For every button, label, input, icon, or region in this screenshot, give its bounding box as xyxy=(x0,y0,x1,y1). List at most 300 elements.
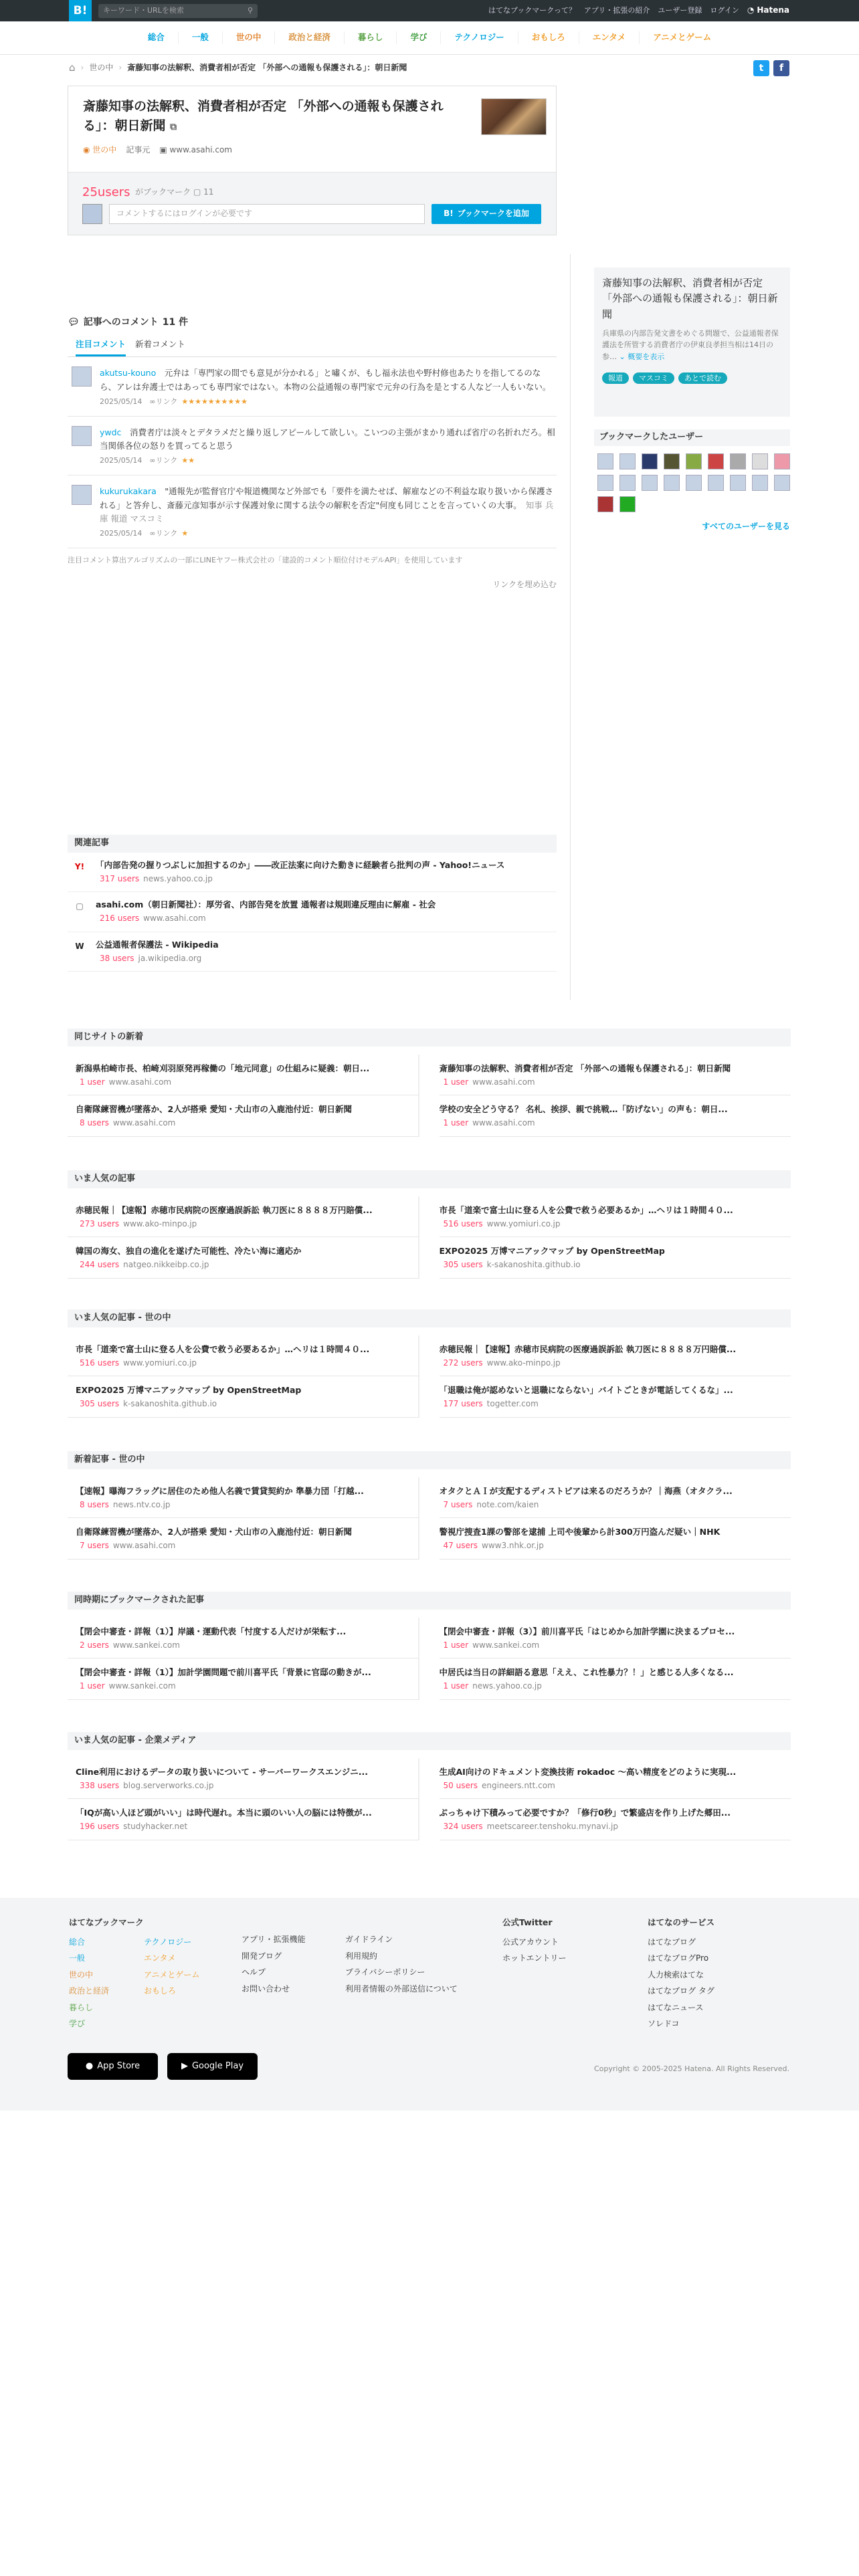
play-icon: ▶ xyxy=(181,2060,188,2071)
user-avatar[interactable] xyxy=(619,475,636,491)
article-users[interactable] xyxy=(440,1358,791,1369)
article-users[interactable] xyxy=(440,1640,791,1651)
footer-link[interactable]: ガイドライン xyxy=(345,1935,393,1944)
footer-link[interactable]: 公式アカウント xyxy=(502,1937,559,1947)
article-item[interactable] xyxy=(440,1518,791,1560)
site-favicon-icon: Y! xyxy=(74,861,85,871)
add-bookmark-button[interactable] xyxy=(432,204,541,224)
article-section xyxy=(68,1592,791,1700)
article-users[interactable] xyxy=(440,1398,791,1410)
user-avatar[interactable] xyxy=(597,453,613,469)
article-item[interactable] xyxy=(68,1799,419,1840)
article-users-count: 8 users xyxy=(80,1118,109,1128)
related-item[interactable] xyxy=(68,932,557,972)
comments-section xyxy=(68,316,557,591)
article-users-count: 2 users xyxy=(80,1640,109,1650)
home-icon[interactable]: ⌂ xyxy=(69,62,76,74)
article-title[interactable]: 自衛隊練習機が墜落か、2人が搭乗 愛知・犬山市の入鹿池付近：朝日新聞 xyxy=(76,1527,353,1537)
article-users-count: 516 users xyxy=(80,1358,120,1368)
user-avatar[interactable] xyxy=(752,453,768,469)
breadcrumb: ⌂ › 世の中 › 斎藤知事の法解釈、消費者相が否定 「外部への通報も保護される」：朝日新聞 xyxy=(69,59,407,78)
all-users-link[interactable]: すべてのユーザーを見る xyxy=(702,521,790,531)
article-users[interactable] xyxy=(76,1218,418,1230)
article-users-count: 516 users xyxy=(443,1218,483,1228)
article-users-count: 244 users xyxy=(80,1260,120,1270)
comment-stars[interactable]: ★★ xyxy=(181,456,195,465)
google-play-label: Google Play xyxy=(191,2060,244,2071)
footer-link[interactable]: 利用規約 xyxy=(345,1951,378,1961)
comment-text-row xyxy=(100,485,557,526)
article-title[interactable]: 市長「道楽で富士山に登る人を公費で救う必要あるか」…ヘリは１時間４０... xyxy=(76,1344,370,1354)
user-avatar[interactable] xyxy=(752,475,768,491)
article-item[interactable] xyxy=(68,1518,419,1560)
search-icon[interactable]: ⚲ xyxy=(247,6,253,15)
comment-user[interactable]: akutsu-kouno xyxy=(100,368,157,379)
comment-link[interactable]: ∞リンク xyxy=(149,397,178,406)
comment-link[interactable]: ∞リンク xyxy=(149,529,178,538)
entry-category-label: 世の中 xyxy=(92,145,117,154)
article-item[interactable] xyxy=(440,1196,791,1238)
bookmark-users xyxy=(594,429,790,532)
article-users[interactable] xyxy=(76,1077,418,1088)
comment-body xyxy=(100,426,557,467)
comment-item xyxy=(68,357,557,416)
entry-title[interactable]: 斎藤知事の法解釈、消費者相が否定 「外部への通報も保護される」：朝日新聞 xyxy=(83,99,444,133)
article-domain: www.asahi.com xyxy=(112,1118,176,1128)
article-domain: www.sankei.com xyxy=(472,1640,540,1650)
related-users[interactable] xyxy=(96,953,219,964)
hatena-logo[interactable] xyxy=(747,5,789,16)
article-item[interactable] xyxy=(68,1618,419,1659)
footer-link[interactable]: ヘルプ xyxy=(242,1967,266,1977)
article-item[interactable] xyxy=(440,1335,791,1377)
comment-text: 消費者庁は淡々とデタラメだと繰り返しアピールして欲しい。こいつの主張がまかり通れば省庁の名折れだろ。相当関係各位の怒りを買ってると思う xyxy=(100,427,555,451)
avatar xyxy=(82,204,102,224)
comment-item xyxy=(68,417,557,475)
article-item[interactable] xyxy=(68,1196,419,1238)
article-title[interactable]: 斎藤知事の法解釈、消費者相が否定 「外部への通報も保護される」：朝日新聞 xyxy=(439,1063,731,1073)
related-item[interactable] xyxy=(68,853,557,893)
article-domain: www.asahi.com xyxy=(472,1118,535,1128)
article-users-count: 272 users xyxy=(443,1358,483,1368)
breadcrumb-category[interactable]: 世の中 xyxy=(89,63,114,73)
apple-icon: ● xyxy=(85,2060,94,2071)
article-users-count: 8 users xyxy=(80,1499,109,1509)
related-users[interactable] xyxy=(96,913,436,924)
footer xyxy=(0,1898,859,2111)
article-title[interactable]: 警視庁捜査1課の警部を逮捕 上司や後輩から計300万円盗んだ疑い｜NHK xyxy=(439,1527,721,1537)
related-heading: 関連記事 xyxy=(68,835,557,853)
section-heading: いま人気の記事 xyxy=(68,1170,791,1188)
article-section xyxy=(68,1732,791,1840)
article-item[interactable] xyxy=(68,1658,419,1700)
google-play-badge[interactable] xyxy=(167,2053,258,2080)
footer-link[interactable]: 一般 xyxy=(69,1953,86,1963)
article-users-count: 1 user xyxy=(443,1077,469,1087)
comment-input[interactable]: コメントするにはログインが必要です xyxy=(109,204,425,224)
comment-meta xyxy=(100,455,557,467)
entry-card xyxy=(68,86,557,235)
tag-chip[interactable]: 報道 xyxy=(602,372,629,385)
article-users[interactable] xyxy=(440,1077,791,1088)
article-domain: note.com/kaien xyxy=(476,1499,539,1509)
article-domain: togetter.com xyxy=(486,1399,539,1409)
comment-tags: 知事 兵庫 報道 マスコミ xyxy=(100,500,554,524)
comment-item xyxy=(68,475,557,548)
user-avatar[interactable] xyxy=(664,475,680,491)
article-item[interactable] xyxy=(68,1237,419,1279)
user-avatar[interactable] xyxy=(708,453,724,469)
section-heading: 新着記事 - 世の中 xyxy=(68,1451,791,1469)
user-avatar[interactable] xyxy=(730,475,746,491)
nav-item-6[interactable]: テクノロジー xyxy=(440,31,517,43)
section-heading: いま人気の記事 - 企業メディア xyxy=(68,1732,791,1750)
article-domain: www.asahi.com xyxy=(472,1077,535,1087)
article-item[interactable] xyxy=(68,1376,419,1418)
link-login[interactable]: ログイン xyxy=(710,6,739,15)
category-nav xyxy=(0,21,859,55)
section-heading: 同じサイトの新着 xyxy=(68,1029,791,1047)
footer-link[interactable]: はてなブログ xyxy=(648,1937,696,1947)
article-section xyxy=(68,1309,791,1418)
article-title[interactable]: 「IQが高い人ほど頭がいい」は時代遅れ。本当に頭のいい人の脳には特徴が... xyxy=(76,1808,372,1818)
article-title[interactable]: 生成AI向けのドキュメント変換技術 rokadoc ～高い精度をどのように実現... xyxy=(439,1766,737,1777)
nav-item-7[interactable]: おもしろ xyxy=(518,31,579,43)
embed-link[interactable]: リンクを埋め込む xyxy=(492,580,557,590)
article-grid xyxy=(68,1335,791,1418)
entry-domain[interactable]: ▣ www.asahi.com xyxy=(159,145,232,154)
footer-link[interactable]: ソレドコ xyxy=(648,2019,680,2029)
related-title[interactable]: 公益通報者保護法 - Wikipedia xyxy=(96,939,219,950)
article-users[interactable] xyxy=(76,1821,418,1832)
section-heading: 同時期にブックマークされた記事 xyxy=(68,1592,791,1610)
footer-heading: 公式Twitter xyxy=(502,1917,553,1927)
avatar[interactable] xyxy=(72,426,92,446)
section-heading: いま人気の記事 - 世の中 xyxy=(68,1309,791,1327)
article-grid xyxy=(68,1477,791,1560)
article-users[interactable] xyxy=(440,1821,791,1832)
article-title[interactable]: 市長「道楽で富士山に登る人を公費で救う必要あるか」…ヘリは１時間４０... xyxy=(439,1204,733,1215)
user-avatar[interactable] xyxy=(619,453,636,469)
avatar[interactable] xyxy=(72,366,92,387)
related-domain: news.yahoo.co.jp xyxy=(143,873,213,883)
article-domain: www.yomiuri.co.jp xyxy=(123,1358,197,1368)
article-section xyxy=(68,1029,791,1137)
article-users[interactable] xyxy=(76,1640,418,1651)
comment-text-row xyxy=(100,366,557,394)
footer-link[interactable]: お問い合わせ xyxy=(242,1983,290,1994)
nav-item-3[interactable]: 政治と経済 xyxy=(274,31,344,43)
article-users-count: 177 users xyxy=(443,1399,483,1409)
footer-link[interactable]: 開発ブログ xyxy=(242,1951,282,1961)
facebook-share-icon[interactable]: f xyxy=(773,60,789,76)
article-title[interactable]: 新潟県柏崎市長、柏崎刈羽原発再稼働の「地元同意」の仕組みに疑義：朝日... xyxy=(76,1063,370,1073)
related-title[interactable]: asahi.com（朝日新聞社）：厚労省、内部告発を放置 通報者は規則違反理由に解雇 - 社会 xyxy=(96,899,436,910)
article-domain: www.asahi.com xyxy=(108,1077,172,1087)
nav-item-8[interactable]: エンタメ xyxy=(579,31,640,43)
footer-link[interactable]: 人力検索はてな xyxy=(648,1969,704,1979)
article-domain: studyhacker.net xyxy=(123,1822,188,1832)
article-item[interactable] xyxy=(440,1055,791,1096)
article-users-count: 196 users xyxy=(80,1822,120,1832)
footer-link[interactable]: はてなブログ タグ xyxy=(648,1986,714,1996)
article-title[interactable]: 「退職は俺が認めないと退職にならない」バイトごときが電話してくるな」... xyxy=(439,1385,733,1396)
article-title[interactable]: 【閉会中審査・詳報（3）】前川喜平氏「はじめから加計学園に決まるプロセ... xyxy=(439,1626,735,1636)
breadcrumb-title: 斎藤知事の法解釈、消費者相が否定 「外部への通報も保護される」：朝日新聞 xyxy=(127,63,407,73)
user-avatar[interactable] xyxy=(597,496,613,512)
add-bookmark-label: ブックマークを追加 xyxy=(457,209,529,219)
comment-text: 元弁は「専門家の間でも意見が分かれる」と嘯くが、もし福永法也や野村修也あたりを指してるのなら、アレは弁護士ではあっても専門家ではない。本物の公益通報の専門家で元弁の行為を是とする人など一人もいない。 xyxy=(100,368,551,393)
comment-body xyxy=(100,366,557,407)
article-grid xyxy=(68,1055,791,1137)
comment-meta xyxy=(100,528,557,540)
comment-icon: ▢ xyxy=(193,187,201,197)
article-section xyxy=(68,1451,791,1560)
article-item[interactable] xyxy=(68,1758,419,1800)
article-domain: k-sakanoshita.github.io xyxy=(123,1399,217,1409)
link-apps[interactable]: アプリ・拡張の紹介 xyxy=(583,6,650,15)
footer-link[interactable]: 政治と経済 xyxy=(69,1986,110,1996)
article-users[interactable] xyxy=(76,1780,418,1792)
article-users-count: 1 user xyxy=(443,1118,469,1128)
article-item[interactable] xyxy=(440,1477,791,1519)
footer-link[interactable]: エンタメ xyxy=(144,1953,176,1963)
entry-category[interactable]: ◉ 世の中 xyxy=(83,145,117,154)
footer-link[interactable]: テクノロジー xyxy=(144,1937,192,1947)
user-avatar[interactable] xyxy=(597,475,613,491)
footer-link[interactable]: 暮らし xyxy=(69,2002,94,2012)
comment-body xyxy=(100,485,557,540)
article-domain: natgeo.nikkeibp.co.jp xyxy=(123,1260,209,1270)
article-item[interactable] xyxy=(440,1095,791,1137)
entry-tag-label: 記事元 xyxy=(126,145,151,154)
avatar[interactable] xyxy=(72,485,92,505)
tag-chip[interactable]: マスコミ xyxy=(633,372,674,385)
article-section xyxy=(68,1170,791,1279)
hatena-icon: ◔ xyxy=(747,5,755,15)
user-avatar[interactable] xyxy=(774,475,790,491)
user-avatar[interactable] xyxy=(730,453,746,469)
article-title[interactable]: EXPO2025 万博マニアックマップ by OpenStreetMap xyxy=(76,1385,302,1396)
sidebar-title[interactable]: 斎藤知事の法解釈、消費者相が否定 「外部への通報も保護される」：朝日新聞 xyxy=(602,277,778,320)
article-users[interactable] xyxy=(76,1398,418,1410)
article-title[interactable]: 自衛隊練習機が墜落か、2人が搭乗 愛知・犬山市の入鹿池付近：朝日新聞 xyxy=(76,1104,353,1115)
sidebar-desc: 兵庫県の内部告発文書をめぐる問題で、公益通報者保護法を所管する消費者庁の伊東良孝担当相は14日の参… xyxy=(602,328,779,361)
comment-user[interactable]: ywdc xyxy=(100,427,122,437)
column-divider xyxy=(570,254,571,1000)
article-users[interactable] xyxy=(440,1259,791,1271)
article-item[interactable] xyxy=(68,1095,419,1137)
user-avatar[interactable] xyxy=(642,475,658,491)
app-store-badge[interactable] xyxy=(68,2053,158,2080)
footer-link[interactable]: 学び xyxy=(69,2019,86,2029)
article-users[interactable] xyxy=(440,1218,791,1230)
user-avatar[interactable] xyxy=(686,453,702,469)
article-item[interactable] xyxy=(440,1658,791,1700)
article-users-count: 324 users xyxy=(443,1822,483,1832)
article-title[interactable]: 【閉会中審査・詳報（1）】加計学園問題で前川喜平氏「背景に官邸の動きが... xyxy=(76,1667,371,1678)
sidebar-entry-card xyxy=(594,267,790,417)
search-input[interactable] xyxy=(98,4,258,18)
article-users[interactable] xyxy=(76,1259,418,1271)
article-users-count: 305 users xyxy=(443,1260,483,1270)
comment-bubble-icon: 💬︎ xyxy=(68,317,80,328)
link-register[interactable]: ユーザー登録 xyxy=(658,6,702,15)
footer-link[interactable]: はてなニュース xyxy=(648,2002,704,2012)
article-users-count: 273 users xyxy=(80,1218,120,1228)
article-grid xyxy=(68,1196,791,1279)
footer-link[interactable]: ホットエントリー xyxy=(502,1953,567,1963)
user-avatar[interactable] xyxy=(774,453,790,469)
article-domain: blog.serverworks.co.jp xyxy=(123,1780,214,1790)
related-users-count: 216 users xyxy=(100,914,140,924)
user-avatar[interactable] xyxy=(686,475,702,491)
nav-item-1[interactable]: 一般 xyxy=(178,31,222,43)
article-domain: www.yomiuri.co.jp xyxy=(486,1218,561,1228)
article-domain: engineers.ntt.com xyxy=(482,1780,555,1790)
article-title[interactable]: 【速報】曝海フラッグに居住のため他人名義で賃貸契約か 準暴力団「打越... xyxy=(76,1485,364,1496)
article-title[interactable]: Cline利用におけるデータの取り扱いについて - サーバーワークスエンジニ... xyxy=(76,1766,368,1777)
article-users[interactable] xyxy=(440,1117,791,1129)
hatebu-logo[interactable]: B! xyxy=(69,0,92,21)
article-users[interactable] xyxy=(76,1117,418,1129)
related-domain: ja.wikipedia.org xyxy=(138,954,202,963)
related-users-count: 317 users xyxy=(100,873,140,883)
footer-link[interactable]: おもしろ xyxy=(144,1986,177,1996)
footer-link[interactable]: 世の中 xyxy=(69,1969,94,1979)
article-title[interactable]: ぶっちゃけ下積みって必要ですか？「修行0秒」で繁盛店を作り上げた郷田... xyxy=(439,1808,731,1818)
entry-thumbnail[interactable] xyxy=(481,98,547,135)
article-users[interactable] xyxy=(76,1499,418,1511)
article-domain: www.ako-minpo.jp xyxy=(486,1358,561,1368)
comment-text: "通報先が監督官庁や報道機関など外部でも「要件を満たせば、解雇などの不利益な取り扱いから保護される」と答弁し、斎藤元彦知事が示す保護対象に関する法令の解釈を否定"何度も同じことを言っていくの大事。 xyxy=(100,486,554,510)
related-users-count: 38 users xyxy=(100,954,134,963)
nav-item-4[interactable]: 暮らし xyxy=(344,31,397,43)
top-bar xyxy=(0,0,859,21)
footer-link[interactable]: アニメとゲーム xyxy=(144,1969,200,1979)
footer-heading: はてなブックマーク xyxy=(69,1917,144,1927)
footer-link[interactable]: アプリ・拡張機能 xyxy=(242,1935,306,1944)
article-item[interactable] xyxy=(440,1758,791,1800)
article-users[interactable] xyxy=(440,1499,791,1511)
related-articles xyxy=(68,835,557,972)
article-domain: meetscareer.tenshoku.mynavi.jp xyxy=(486,1822,618,1832)
copyright: Copyright © 2005-2025 Hatena. All Rights Reserved. xyxy=(593,2064,789,2073)
article-title[interactable]: 赤穂民報｜【速報】赤穂市民病院の医療過誤訴訟 執刀医に８８８８万円賠償... xyxy=(439,1344,737,1354)
related-domain: www.asahi.com xyxy=(143,914,206,924)
tab-featured[interactable]: 注目コメント xyxy=(76,338,126,356)
show-summary-label: 概要を表示 xyxy=(628,352,665,361)
article-item[interactable] xyxy=(68,1335,419,1377)
tag-chip[interactable]: あとで読む xyxy=(678,372,727,385)
nav-item-0[interactable]: 総合 xyxy=(147,32,165,43)
comment-user[interactable]: kukurukakara xyxy=(100,486,157,497)
footer-link[interactable]: 総合 xyxy=(69,1937,86,1947)
article-users[interactable] xyxy=(440,1681,791,1692)
related-item[interactable] xyxy=(68,892,557,932)
bookmark-users-heading: ブックマークしたユーザー xyxy=(594,429,790,446)
comments-heading: 記事へのコメント xyxy=(83,317,159,328)
comments-disclaimer: 注目コメント算出アルゴリズムの一部にLINEヤフー株式会社の「建設的コメント順位付けモデルAPI」を使用しています xyxy=(68,556,463,565)
hatebu-icon: B! xyxy=(444,209,454,219)
article-title[interactable]: 中居氏は当日の詳細語る意思「ええ、これ性暴力？！」と感じる人多くなる... xyxy=(439,1667,734,1678)
nav-item-5[interactable]: 学び xyxy=(396,31,440,43)
article-grid xyxy=(68,1758,791,1840)
comment-date: 2025/05/14 xyxy=(100,397,142,406)
article-title[interactable]: 【閉会中審査・詳報（1）】岸議・運動代表「忖度する人だけが栄転す... xyxy=(76,1626,347,1636)
entry-users-count[interactable]: 25users xyxy=(82,185,130,199)
article-users[interactable] xyxy=(76,1681,418,1692)
tab-recent[interactable]: 新着コメント xyxy=(135,339,186,350)
user-avatar[interactable] xyxy=(642,453,658,469)
user-avatar[interactable] xyxy=(619,496,636,512)
article-title[interactable]: オタクとＡＩが支配するディストピアは来るのだろうか？｜海燕（オタクラ... xyxy=(439,1485,733,1496)
link-about[interactable]: はてなブックマークって？ xyxy=(488,6,576,15)
app-store-label: App Store xyxy=(97,2060,140,2071)
related-title[interactable]: 「内部告発の握りつぶしに加担するのか」――改正法案に向けた動きに経験者ら批判の声 - Yahoo!ニュース xyxy=(96,859,505,870)
show-summary-link[interactable]: ⌄ 概要を表示 xyxy=(619,352,665,361)
article-grid xyxy=(68,1618,791,1700)
comment-text-row xyxy=(100,426,557,453)
nav-item-2[interactable]: 世の中 xyxy=(222,31,275,43)
article-domain: k-sakanoshita.github.io xyxy=(486,1260,581,1270)
footer-link[interactable]: はてなブログPro xyxy=(648,1953,709,1963)
article-item[interactable] xyxy=(440,1618,791,1659)
comment-stars[interactable]: ★ xyxy=(181,529,189,538)
user-avatar[interactable] xyxy=(708,475,724,491)
twitter-share-icon[interactable]: t xyxy=(753,60,769,76)
search-placeholder: キーワード・URLを検索 xyxy=(103,6,184,15)
article-item[interactable] xyxy=(440,1799,791,1840)
article-users-count: 47 users xyxy=(443,1541,478,1551)
article-item[interactable] xyxy=(68,1055,419,1096)
comment-link[interactable]: ∞リンク xyxy=(149,456,178,465)
related-body xyxy=(96,899,436,925)
article-item[interactable] xyxy=(440,1237,791,1279)
article-domain: www.ako-minpo.jp xyxy=(123,1218,197,1228)
article-users-count: 7 users xyxy=(80,1541,109,1551)
comment-stars[interactable]: ★★★★★★★★★★ xyxy=(181,397,248,406)
article-users-count: 1 user xyxy=(80,1681,105,1691)
bookmark-label: がブックマーク xyxy=(135,187,191,197)
article-users-count: 338 users xyxy=(80,1780,120,1790)
article-item[interactable] xyxy=(440,1376,791,1418)
user-avatar[interactable] xyxy=(664,453,680,469)
site-favicon-icon: W xyxy=(75,941,84,951)
related-body xyxy=(96,939,219,965)
article-title[interactable]: EXPO2025 万博マニアックマップ by OpenStreetMap xyxy=(439,1246,665,1257)
comment-meta xyxy=(100,396,557,408)
article-users-count: 7 users xyxy=(443,1499,473,1509)
external-link-icon[interactable]: ⧉ xyxy=(170,121,177,132)
article-users[interactable] xyxy=(440,1540,791,1551)
footer-link[interactable]: プライバシーポリシー xyxy=(345,1967,425,1977)
comments-count: 11 件 xyxy=(162,317,189,328)
article-users[interactable] xyxy=(76,1540,418,1551)
related-users[interactable] xyxy=(96,873,504,885)
article-users[interactable] xyxy=(76,1358,418,1369)
article-title[interactable]: 韓国の海女、独自の進化を遂げた可能性、冷たい海に適応か xyxy=(76,1246,302,1257)
footer-link[interactable]: 利用者情報の外部送信について xyxy=(345,1983,458,1994)
nav-item-9[interactable]: アニメとゲーム xyxy=(639,31,725,43)
article-title[interactable]: 赤穂民報｜【速報】赤穂市民病院の医療過誤訴訟 執刀医に８８８８万円賠償... xyxy=(76,1204,373,1215)
article-users[interactable] xyxy=(440,1780,791,1792)
article-title[interactable]: 学校の安全どう守る？ 名札、挨拶、親で挑戦…「防げない」の声も：朝日... xyxy=(439,1104,728,1115)
article-users-count: 1 user xyxy=(443,1681,469,1691)
article-item[interactable] xyxy=(68,1477,419,1519)
article-users-count: 50 users xyxy=(443,1780,478,1790)
comment-count: 11 xyxy=(203,187,214,197)
